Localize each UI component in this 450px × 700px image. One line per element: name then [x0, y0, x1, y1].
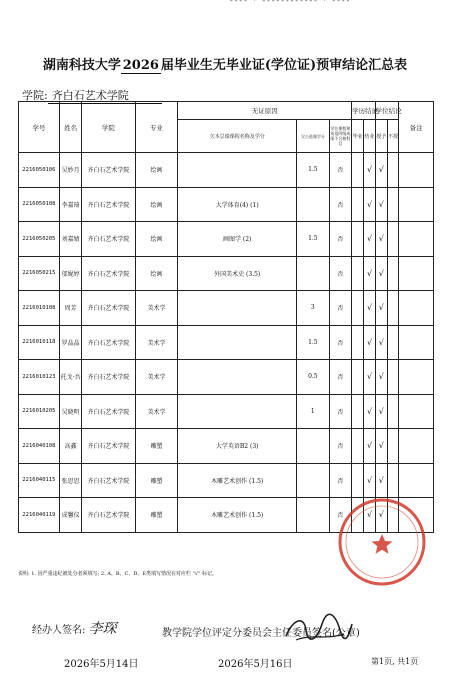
- cell-credits: [296, 187, 329, 222]
- cell-major: 美术学: [135, 291, 178, 326]
- cell-name: 高鑫: [59, 429, 81, 464]
- cell-completion: √: [364, 187, 375, 222]
- cell-remarks: [399, 360, 434, 395]
- cell-id: 2216010123: [19, 360, 60, 395]
- cell-id: 2216040115: [19, 463, 60, 498]
- cell-degree-no: [387, 153, 398, 188]
- signer-block: [32, 618, 117, 638]
- cell-completion: √: [364, 256, 375, 291]
- cell-other: 否: [329, 429, 351, 464]
- header-degree-group2: 学位结论: [375, 102, 399, 120]
- header-reason-credits: 欠公选课学分: [296, 120, 329, 153]
- cell-college: 齐白石艺术学院: [82, 222, 135, 257]
- cell-name: 吴晓明: [59, 394, 81, 429]
- committee-signature-label: 教学院学位评定分委员会主任委员签名(公章): [162, 628, 360, 639]
- cell-grad: [352, 325, 364, 360]
- cell-major: 绘画: [135, 256, 178, 291]
- cell-name: 周芳: [59, 291, 81, 326]
- cell-other: 否: [329, 463, 351, 498]
- cell-degree-no: [387, 222, 398, 257]
- cell-major: 美术学: [135, 325, 178, 360]
- table-row: [19, 360, 434, 395]
- cell-grad: [352, 187, 364, 222]
- cell-id: 2216010118: [19, 325, 60, 360]
- cell-course: 木雕艺术创作 (1.5): [178, 463, 297, 498]
- cell-credits: 1.5: [296, 325, 329, 360]
- cell-degree-no: [387, 256, 398, 291]
- school-label: 学院:: [22, 89, 48, 102]
- cell-grad: [352, 394, 364, 429]
- cell-college: 齐白石艺术学院: [82, 153, 135, 188]
- cell-major: 绘画: [135, 153, 178, 188]
- cell-credits: 1: [296, 394, 329, 429]
- header-degree-yes: 授予: [375, 120, 387, 153]
- cell-course: [178, 291, 297, 326]
- cell-grad: [352, 291, 364, 326]
- cell-degree-no: [387, 463, 398, 498]
- cell-name: 邬娓婷: [59, 256, 81, 291]
- cell-credits: [296, 498, 329, 533]
- cell-degree-yes: √: [375, 498, 387, 533]
- cell-college: 齐白石艺术学院: [82, 360, 135, 395]
- cell-name: 托戈·吾: [59, 360, 81, 395]
- title-suffix: 届毕业生无毕业证(学位证)预审结论汇总表: [160, 58, 408, 73]
- cell-grad: [352, 222, 364, 257]
- cell-remarks: [399, 256, 434, 291]
- cell-college: 齐白石艺术学院: [82, 325, 135, 360]
- cell-degree-yes: √: [375, 187, 387, 222]
- header-reason-group: 无证原因: [178, 102, 352, 120]
- cell-other: 否: [329, 498, 351, 533]
- cell-id: 2216050205: [19, 222, 60, 257]
- cell-college: 齐白石艺术学院: [82, 256, 135, 291]
- cell-completion: √: [364, 463, 375, 498]
- cell-completion: √: [364, 153, 375, 188]
- table-row: [19, 222, 434, 257]
- header-completion: 结业: [364, 120, 375, 153]
- cell-degree-yes: √: [375, 291, 387, 326]
- table-row: [19, 463, 434, 498]
- cell-other: 否: [329, 187, 351, 222]
- cell-degree-no: [387, 291, 398, 326]
- cell-completion: √: [364, 498, 375, 533]
- cell-major: 美术学: [135, 360, 178, 395]
- cell-grad: [352, 429, 364, 464]
- cell-degree-yes: √: [375, 256, 387, 291]
- cell-remarks: [399, 463, 434, 498]
- cell-other: 否: [329, 256, 351, 291]
- table-row: [19, 256, 434, 291]
- cell-grad: [352, 360, 364, 395]
- table-row: [19, 153, 434, 188]
- cell-remarks: [399, 394, 434, 429]
- cell-course: [178, 325, 297, 360]
- table-row: [19, 187, 434, 222]
- cell-credits: [296, 256, 329, 291]
- cell-degree-yes: √: [375, 394, 387, 429]
- cell-course: 大学英语B2 (3): [178, 429, 297, 464]
- cell-degree-no: [387, 360, 398, 395]
- header-degree-no: 不授: [387, 120, 398, 153]
- table-row: [19, 291, 434, 326]
- header-reason-other: 学位课程和英语四级成绩不合格科目: [329, 120, 351, 153]
- cell-id: 2216050215: [19, 256, 60, 291]
- cell-other: 否: [329, 360, 351, 395]
- cell-remarks: [399, 222, 434, 257]
- cell-course: [178, 153, 297, 188]
- cell-college: 齐白石艺术学院: [82, 429, 135, 464]
- header-name: 姓名: [59, 102, 81, 153]
- cell-remarks: [399, 429, 434, 464]
- cell-course: 外国美术史 (3.5): [178, 256, 297, 291]
- cell-course: [178, 394, 297, 429]
- page-number: 第1页, 共1页: [371, 657, 419, 666]
- school-value: 齐白石艺术学院: [48, 87, 162, 104]
- cell-course: 大学体育(4) (1): [178, 187, 297, 222]
- header-degree-group: 学历结论: [352, 102, 376, 120]
- cell-completion: √: [364, 394, 375, 429]
- cell-college: 齐白石艺术学院: [82, 291, 135, 326]
- header-id: 学号: [19, 102, 60, 153]
- table-row: [19, 325, 434, 360]
- cell-major: 绘画: [135, 222, 178, 257]
- cell-degree-yes: √: [375, 360, 387, 395]
- cell-name: 吴妙月: [59, 153, 81, 188]
- cell-name: 罗晶晶: [59, 325, 81, 360]
- cell-completion: √: [364, 429, 375, 464]
- cell-other: 否: [329, 153, 351, 188]
- title-university: 湖南科技大学: [42, 58, 121, 73]
- cell-degree-yes: √: [375, 325, 387, 360]
- cell-id: 2216050106: [19, 153, 60, 188]
- cell-name: 刘嘉婧: [59, 222, 81, 257]
- cell-course: 画图学 (2): [178, 222, 297, 257]
- cell-remarks: [399, 153, 434, 188]
- table-row: [19, 394, 434, 429]
- cell-name: 李嘉琦: [59, 187, 81, 222]
- table-row: [19, 429, 434, 464]
- cell-remarks: [399, 187, 434, 222]
- cell-credits: 0.5: [296, 360, 329, 395]
- cropped-header-fragment: ---- · ------------ · ----: [230, 0, 352, 5]
- cell-name: 成馨仪: [59, 498, 81, 533]
- cell-completion: √: [364, 291, 375, 326]
- header-grad: 毕业: [352, 120, 364, 153]
- cell-id: 2216040119: [19, 498, 60, 533]
- cell-degree-no: [387, 325, 398, 360]
- cell-id: 2216050108: [19, 187, 60, 222]
- cell-major: 雕塑: [135, 429, 178, 464]
- header-college: 学院: [82, 102, 135, 153]
- cell-credits: 3: [296, 291, 329, 326]
- cell-completion: √: [364, 325, 375, 360]
- official-seal: [336, 496, 428, 588]
- cell-remarks: [399, 325, 434, 360]
- cell-other: 否: [329, 325, 351, 360]
- cell-grad: [352, 463, 364, 498]
- cell-completion: √: [364, 360, 375, 395]
- cell-college: 齐白石艺术学院: [82, 498, 135, 533]
- summary-table: [18, 101, 434, 533]
- cell-degree-yes: √: [375, 429, 387, 464]
- cell-completion: √: [364, 222, 375, 257]
- signer-date: 2026年5月14日: [64, 659, 139, 670]
- document-title: [0, 54, 450, 74]
- cell-major: 雕塑: [135, 463, 178, 498]
- cell-major: 雕塑: [135, 498, 178, 533]
- cell-degree-no: [387, 187, 398, 222]
- cell-credits: [296, 429, 329, 464]
- cell-remarks: [399, 291, 434, 326]
- header-reason-course: 欠本总绩课程名称及学分: [178, 120, 297, 153]
- signer-signature: 李琛: [88, 621, 117, 637]
- cell-degree-yes: √: [375, 463, 387, 498]
- committee-date: 2026年5月16日: [218, 659, 293, 670]
- cell-other: 否: [329, 222, 351, 257]
- cell-course: [178, 360, 297, 395]
- cell-name: 张思思: [59, 463, 81, 498]
- cell-degree-no: [387, 429, 398, 464]
- cell-id: 2216010205: [19, 394, 60, 429]
- title-year: 2026: [122, 58, 159, 73]
- cell-major: 美术学: [135, 394, 178, 429]
- cell-id: 2216040108: [19, 429, 60, 464]
- cell-other: 否: [329, 291, 351, 326]
- cell-grad: [352, 256, 364, 291]
- cell-other: 否: [329, 394, 351, 429]
- cell-major: 绘画: [135, 187, 178, 222]
- cell-grad: [352, 153, 364, 188]
- cell-college: 齐白石艺术学院: [82, 394, 135, 429]
- cell-credits: 1.5: [296, 153, 329, 188]
- cell-college: 齐白石艺术学院: [82, 463, 135, 498]
- cell-degree-yes: √: [375, 222, 387, 257]
- header-remarks: 备注: [399, 102, 434, 153]
- cell-credits: [296, 463, 329, 498]
- cell-degree-yes: √: [375, 153, 387, 188]
- signer-label: 经办人签名:: [32, 625, 86, 636]
- cell-college: 齐白石艺术学院: [82, 187, 135, 222]
- header-major: 专业: [135, 102, 178, 153]
- footnote: 说明: 1. 因严重违纪被处分者须填写; 2. A、B、C、D、E类填写情况在对应栏 "√" 标记。: [18, 571, 218, 577]
- cell-degree-no: [387, 394, 398, 429]
- cell-credits: 1.5: [296, 222, 329, 257]
- cell-course: 木雕艺术创作 (1.5): [178, 498, 297, 533]
- cell-id: 2216010108: [19, 291, 60, 326]
